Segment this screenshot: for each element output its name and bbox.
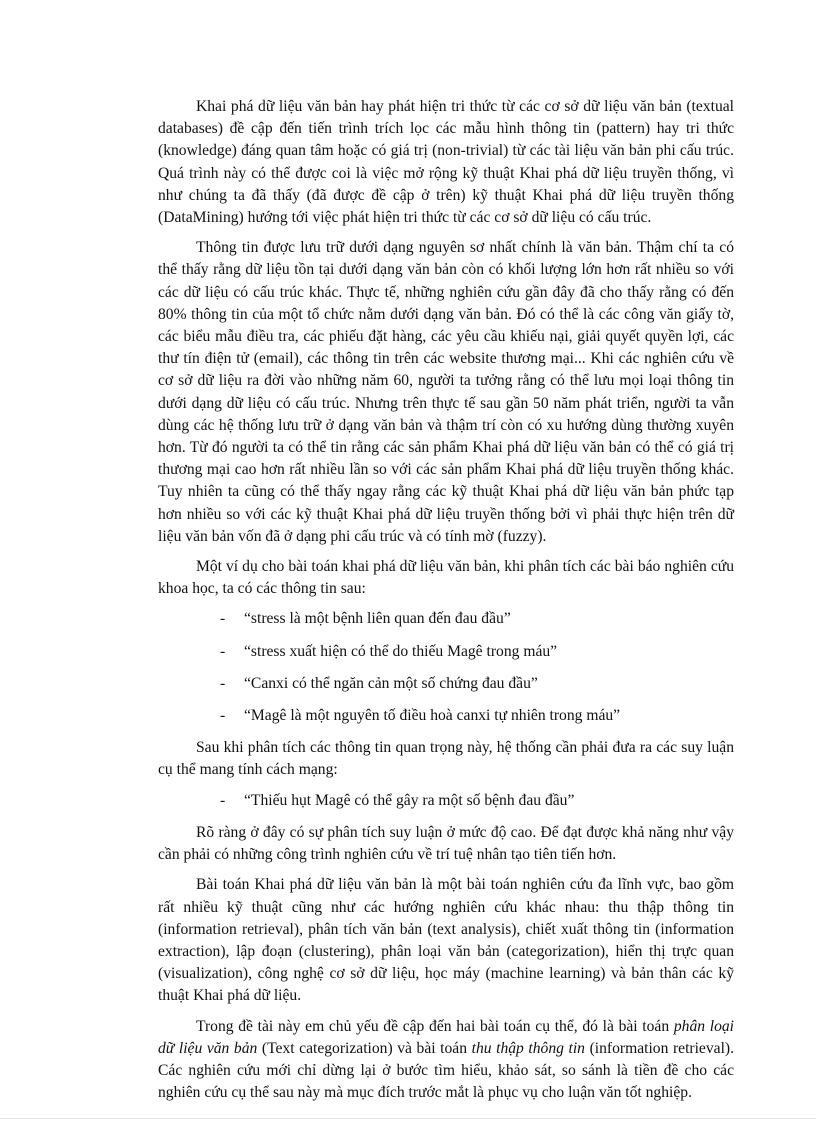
list-item bbox=[220, 790, 734, 812]
bullet-dash: - bbox=[220, 791, 226, 809]
bullet-dash: - bbox=[220, 707, 226, 725]
list-item bbox=[220, 705, 734, 727]
facts-list bbox=[158, 608, 734, 727]
list-item bbox=[220, 673, 734, 695]
list-item bbox=[220, 641, 734, 663]
paragraph-analysis: Rõ ràng ở đây có sự phân tích suy luận ở mức độ cao. Để đạt được khả năng như vậy cần phải có những công trình nghiên cứu về trí tuệ nhân tạo tiên tiến hơn. bbox=[158, 823, 734, 864]
list-item bbox=[220, 608, 734, 630]
fact-text: “Magê là một nguyên tố điều hoà canxi tự nhiên trong máu” bbox=[244, 707, 621, 725]
paragraph-thesis-scope bbox=[158, 1016, 734, 1105]
paragraph-text-mining-definition: Khai phá dữ liệu văn bản hay phát hiện tri thức từ các cơ sở dữ liệu văn bản (textual databases) đề cập đến tiến trình trích lọc các mẫu hình thông tin (pattern) hay tri thức (knowledge) đáng quan tâm hoặc có giá trị (non-trivial) từ các tài liệu văn bản phi cấu trúc. Quá trình này có thể được coi là việc mở rộng kỹ thuật Khai phá dữ liệu truyền thống, vì như chúng ta đã thấy (đã được đề cập ở trên) kỹ thuật Khai phá dữ liệu truyền thống (DataMining) hướng tới việc phát hiện tri thức từ các cơ sở dữ liệu có cấu trúc. bbox=[158, 98, 734, 227]
inference-list bbox=[158, 790, 734, 812]
fact-text: “stress là một bệnh liên quan đến đau đầu” bbox=[244, 610, 511, 628]
bullet-dash: - bbox=[220, 674, 226, 692]
paragraph-inference-intro: Sau khi phân tích các thông tin quan trọng này, hệ thống cần phải đưa ra các suy luận cụ thể mang tính cách mạng: bbox=[158, 739, 734, 779]
fact-text: “stress xuất hiện có thể do thiếu Magê trong máu” bbox=[244, 642, 558, 660]
paragraph-multidisciplinary: Bài toán Khai phá dữ liệu văn bản là một bài toán nghiên cứu đa lĩnh vực, bao gồm rất nhiều kỹ thuật cũng như các hướng nghiên cứu khác nhau: thu thập thông tin (information retrieval), phân tích văn bản (text analysis), chiết xuất thông tin (information extraction), lập đoạn (clustering), phân loại văn bản (categorization), hiển thị trực quan (visualization), công nghệ cơ sở dữ liệu, học máy (machine learning) và bản thân các kỹ thuật Khai phá dữ liệu. bbox=[158, 876, 734, 1005]
paragraph-example-intro: Một ví dụ cho bài toán khai phá dữ liệu văn bản, khi phân tích các bài báo nghiên cứu khoa học, ta có các thông tin sau: bbox=[158, 558, 734, 598]
page-bottom-rule bbox=[0, 1118, 816, 1119]
thesis-text-part3: (information retrieval). Các nghiên cứu mới chỉ dừng lại ở bước tìm hiểu, khảo sát, so sánh là tiền đề cho các nghiên cứu cụ thể sau này mà mục đích trước mắt là phục vụ cho luận văn tốt nghiệp. bbox=[158, 1039, 734, 1102]
document-body bbox=[158, 96, 734, 1112]
emphasis-text-categorization: phân loại dữ liệu văn bản bbox=[158, 1017, 734, 1057]
inference-text: “Thiếu hụt Magê có thể gây ra một số bệnh đau đầu” bbox=[244, 791, 575, 809]
thesis-text-part2: (Text categorization) và bài toán bbox=[257, 1039, 472, 1057]
fact-text: “Canxi có thể ngăn cản một số chứng đau đầu” bbox=[244, 674, 538, 692]
thesis-text-part1: Trong đề tài này em chủ yếu đề cập đến hai bài toán cụ thể, đó là bài toán bbox=[196, 1017, 674, 1035]
paragraph-unstructured-data: Thông tin được lưu trữ dưới dạng nguyên sơ nhất chính là văn bản. Thậm chí ta có thể thấy rằng dữ liệu tồn tại dưới dạng văn bản còn có khối lượng lớn hơn rất nhiều so với các dữ liệu có cấu trúc khác. Thực tế, những nghiên cứu gần đây đã cho thấy rằng có đến 80% thông tin của một tổ chức nằm dưới dạng văn bản. Đó có thể là các công văn giấy tờ, các biểu mẫu điều tra, các phiếu đặt hàng, các yêu cầu khiếu nại, giải quyết quyền lợi, các thư tín điện tử (email), các thông tin trên các website thương mại... Khi các nghiên cứu về cơ sở dữ liệu ra đời vào những năm 60, người ta tưởng rằng có thể lưu mọi loại thông tin dưới dạng dữ liệu có cấu trúc. Nhưng trên thực tế sau gần 50 năm phát triển, người ta vẫn dùng các hệ thống lưu trữ ở dạng văn bản và thậm trí còn có xu hướng dùng thường xuyên hơn. Từ đó người ta có thể tin rằng các sản phẩm Khai phá dữ liệu văn bản có thể có giá trị thương mại cao hơn rất nhiều lần so với các sản phẩm Khai phá dữ liệu truyền thống khác. Tuy nhiên ta cũng có thể thấy ngay rằng các kỹ thuật Khai phá dữ liệu văn bản phức tạp hơn nhiều so với các kỹ thuật Khai phá dữ liệu truyền thống bởi vì phải thực hiện trên dữ liệu văn bản vốn đã ở dạng phi cấu trúc và có tính mờ (fuzzy). bbox=[158, 239, 734, 545]
bullet-dash: - bbox=[220, 642, 226, 660]
emphasis-information-retrieval: thu thập thông tin bbox=[471, 1039, 585, 1057]
bullet-dash: - bbox=[220, 610, 226, 628]
